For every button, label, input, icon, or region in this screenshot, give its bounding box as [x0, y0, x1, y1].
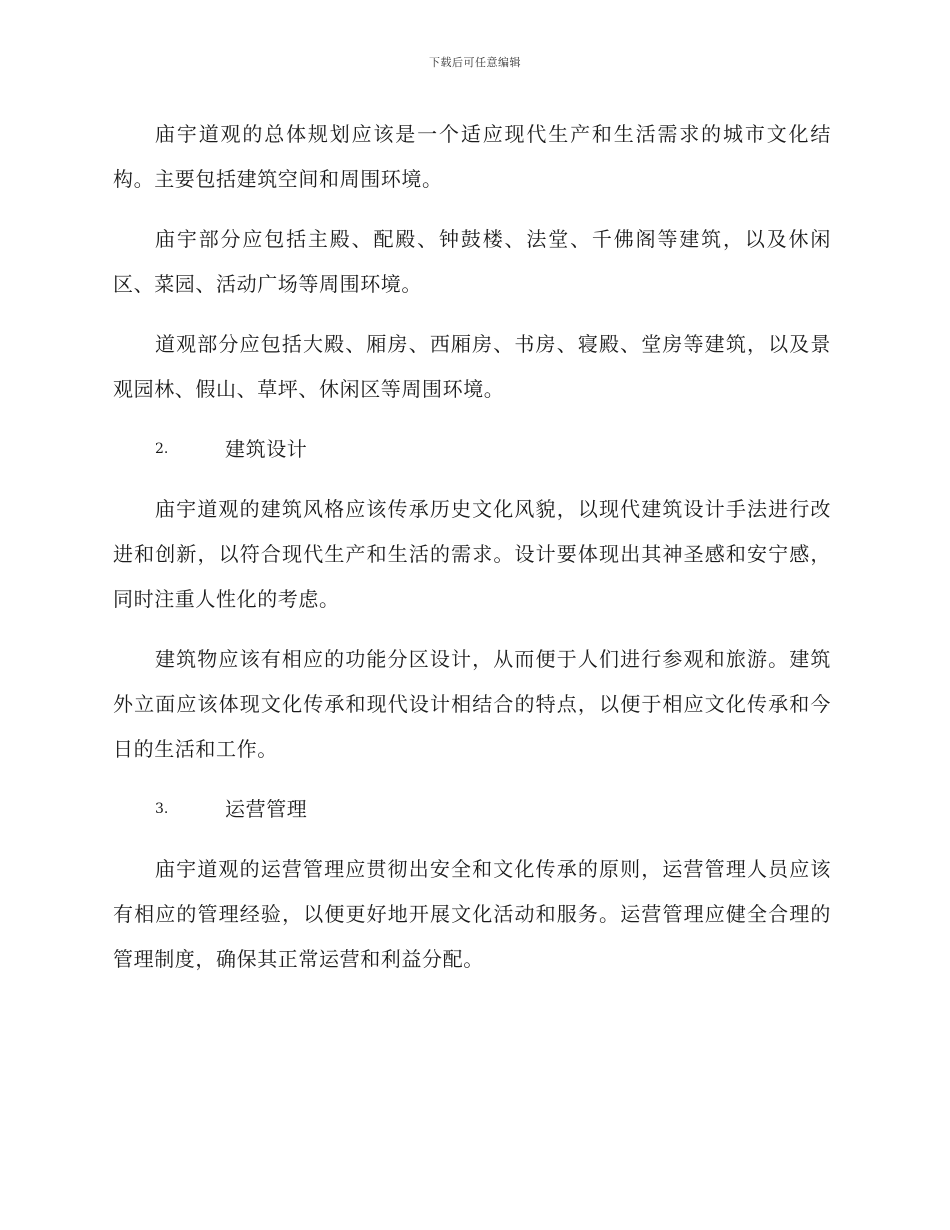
section-number: 2.	[155, 441, 169, 457]
paragraph-operations-management: 庙宇道观的运营管理应贯彻出安全和文化传承的原则，运营管理人员应该有相应的管理经验，以便更好地开展文化活动和服务。运营管理应健全合理的管理制度，确保其正常运营和利益分配。	[113, 857, 831, 971]
section-title: 建筑设计	[225, 437, 308, 461]
paragraph-architecture-style: 庙宇道观的建筑风格应该传承历史文化风貌，以现代建筑设计手法进行改进和创新，以符合现代生产和生活的需求。设计要体现出其神圣感和安宁感，同时注重人性化的考虑。	[113, 497, 831, 611]
section-heading-operations	[113, 787, 831, 832]
page-header-note: 下载后可任意编辑	[429, 56, 521, 69]
paragraph-overall-planning: 庙宇道观的总体规划应该是一个适应现代生产和生活需求的城市文化结构。主要包括建筑空间和周围环境。	[113, 122, 831, 191]
paragraph-functional-zoning: 建筑物应该有相应的功能分区设计，从而便于人们进行参观和旅游。建筑外立面应该体现文化传承和现代设计相结合的特点，以便于相应文化传承和今日的生活和工作。	[113, 647, 831, 761]
section-heading-architecture	[113, 427, 831, 472]
section-title: 运营管理	[225, 797, 308, 821]
paragraph-taoist-section: 道观部分应包括大殿、厢房、西厢房、书房、寝殿、堂房等建筑，以及景观园林、假山、草坪、休闲区等周围环境。	[113, 332, 831, 401]
document-body	[113, 112, 831, 997]
paragraph-temple-section: 庙宇部分应包括主殿、配殿、钟鼓楼、法堂、千佛阁等建筑，以及休闲区、菜园、活动广场等周围环境。	[113, 227, 831, 296]
section-number: 3.	[155, 801, 169, 817]
